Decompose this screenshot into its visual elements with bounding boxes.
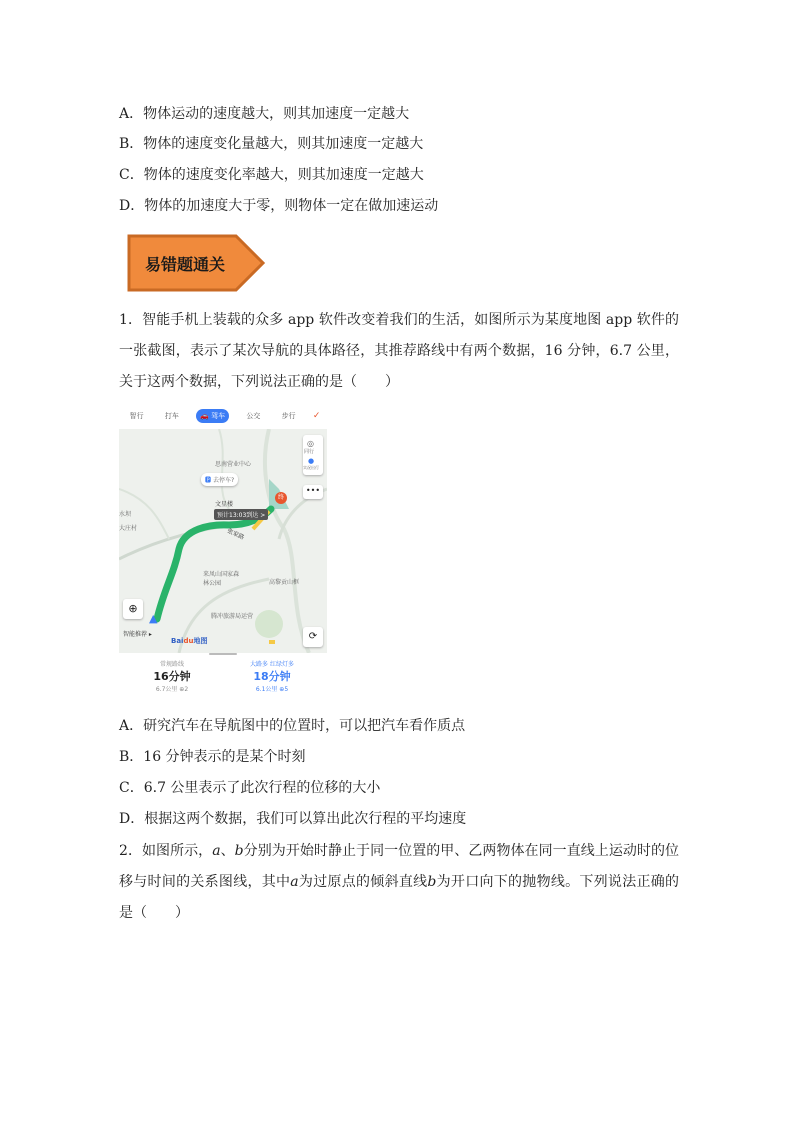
navigation-arrow-icon: ▲	[149, 612, 158, 625]
tab-walk: 步行	[281, 412, 296, 420]
route-1-time: 16分钟	[153, 670, 191, 683]
end-marker: 终	[275, 492, 287, 504]
q1-option-d: D．根据这两个数据，我们可以算出此次行程的平均速度	[119, 811, 467, 827]
tab-smart: 智行	[129, 412, 144, 420]
live-icon: ●	[308, 457, 315, 465]
option-c: C．物体的速度变化率越大，则其加速度一定越大	[119, 167, 424, 183]
question-2-stem: 2．如图所示，a、b分别为开始时静止于同一位置的甲、乙两物体在同一直线上运动时的位移与时间的关系图线，其中a为过原点的倾斜直线b为开口向下的抛物线。下列说法正确的是（ ）	[119, 843, 680, 921]
refresh-icon[interactable]: ⟳	[303, 627, 323, 647]
check-icon: ✓	[312, 411, 321, 421]
locate-icon[interactable]: ⊕	[123, 599, 143, 619]
section-banner-label: 易错题通关	[144, 254, 225, 274]
baidu-logo: Baidu地图	[171, 637, 208, 645]
map-label-road: 张家路	[225, 527, 246, 542]
map-label-left2: 大庄村	[119, 525, 138, 532]
map-label-tourism: 腾冲旅游局运营	[211, 613, 254, 620]
route-2-distance: 6.1公里 ⊕5	[255, 686, 289, 693]
q1-option-c: C．6.7 公里表示了此次行程的位移的大小	[119, 780, 381, 796]
map-side-panel	[303, 435, 323, 475]
option-a: A．物体运动的速度越大，则其加速度一定越大	[119, 106, 410, 122]
option-d: D．物体的加速度大于零，则物体一定在做加速运动	[119, 198, 439, 214]
route-1-distance: 6.7公里 ⊕2	[155, 686, 189, 693]
map-mode-tabs	[119, 403, 327, 429]
tab-drive: 🚗 驾车	[196, 409, 229, 423]
tab-bus: 公交	[246, 412, 261, 420]
tab-taxi: 打车	[164, 412, 179, 420]
more-icon[interactable]: •••	[303, 485, 323, 499]
map-label-park: 来凤山国家森林公园	[203, 571, 240, 587]
route-option-1[interactable]	[127, 659, 217, 693]
eta-bubble: 预计13:03到达 >	[214, 509, 268, 520]
map-label-building: 文星楼	[215, 501, 234, 508]
side-label-1: 同行	[304, 449, 315, 455]
route-1-tag: 常规路线	[159, 661, 184, 668]
smart-recommend[interactable]: 智能推荐 ▸	[123, 631, 152, 638]
parking-tip: 🅿 去停车?	[201, 473, 238, 486]
map-label-center: 思南营业中心	[215, 461, 252, 468]
map-screenshot	[119, 403, 327, 695]
option-b: B．物体的速度变化量越大，则其加速度一定越大	[119, 136, 424, 152]
question-1-stem: 1．智能手机上装载的众多 app 软件改变着我们的生活，如图所示为某度地图 app 软件的一张截图，表示了某次导航的具体路径，其推荐路线中有两个数据，16 分钟，6.7 公里，关于这两个数据，下列说法正确的是（ ）	[119, 312, 679, 390]
q1-option-b: B．16 分钟表示的是某个时刻	[119, 749, 306, 765]
side-label-2: 实况出行	[303, 465, 319, 470]
map-label-left1: 水坝	[119, 511, 132, 518]
map-label-mountain: 高黎贡山框	[269, 579, 300, 586]
layer-icon: ◎	[307, 439, 314, 448]
route-options	[119, 653, 327, 695]
route-option-2[interactable]	[227, 659, 317, 693]
q1-option-a: A．研究汽车在导航图中的位置时，可以把汽车看作质点	[119, 718, 466, 734]
route-2-tag: 大路多 红绿灯多	[250, 661, 294, 668]
map-view	[119, 429, 327, 653]
route-2-time: 18分钟	[253, 670, 291, 683]
